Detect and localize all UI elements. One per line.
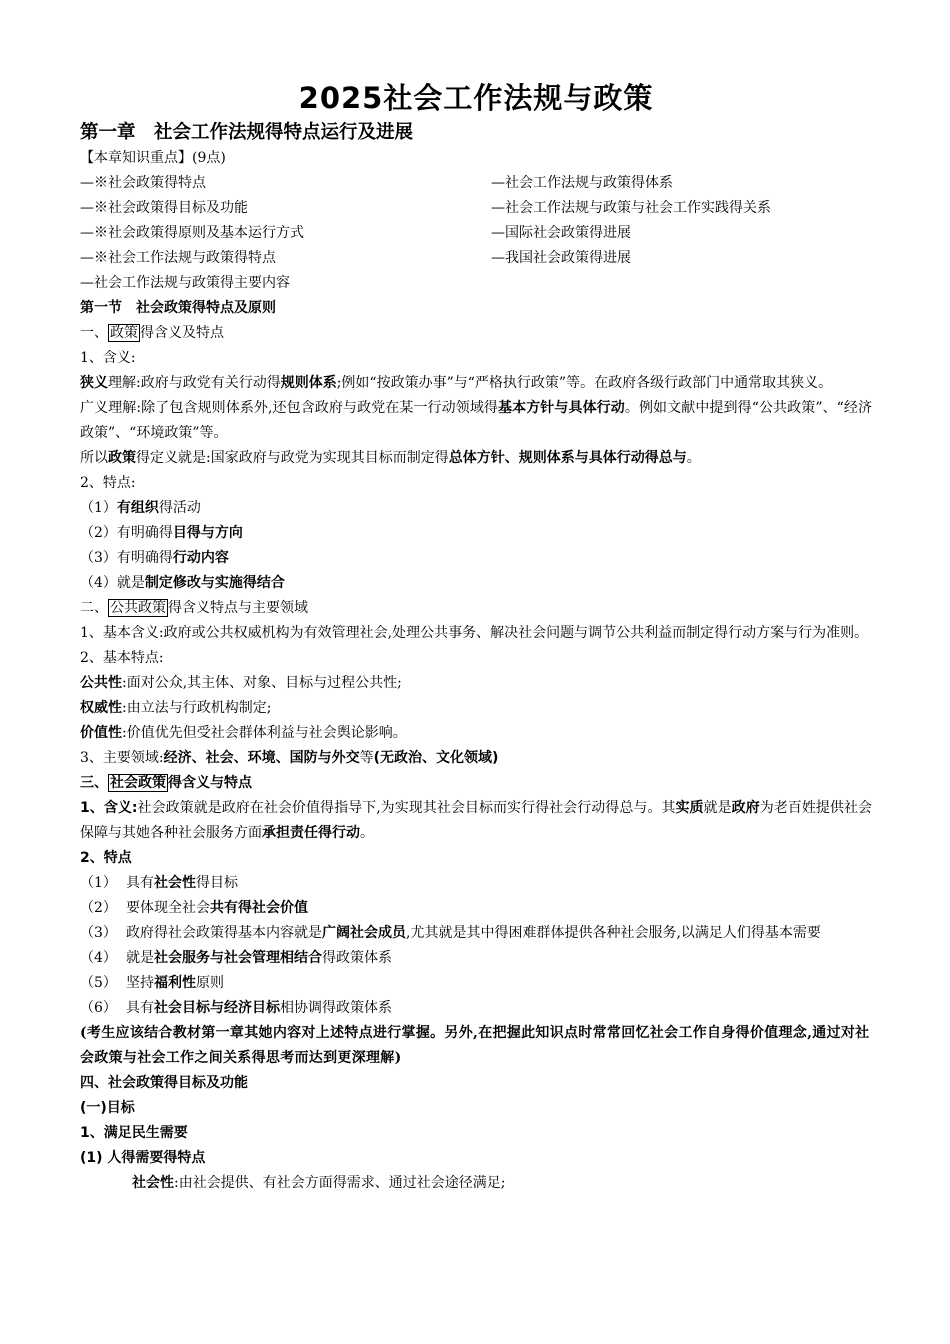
feature-line (80, 721, 872, 746)
list-item (80, 496, 872, 521)
subheading: 1、满足民生需要 (80, 1125, 188, 1141)
bold-text: 1、含义: (80, 800, 138, 816)
text: 坚持 (126, 975, 154, 991)
list-item (80, 921, 872, 946)
bold-text: 经济、社会、环境、国防与外交 (163, 750, 360, 766)
text: 就是 (116, 575, 145, 591)
text: :由立法与行政机构制定; (122, 700, 272, 716)
text: 原则 (196, 975, 224, 991)
bold-text: 承担责任得行动 (262, 825, 360, 841)
heading-prefix: 一、 (80, 325, 108, 341)
key-points-label: 【本章知识重点】(9点) (80, 150, 226, 166)
key-point-item: —社会工作法规与政策得主要内容 (80, 275, 290, 291)
chapter-title: 第一章 社会工作法规得特点运行及进展 (80, 122, 414, 143)
bold-text: 行动内容 (172, 550, 229, 566)
list-item (80, 871, 872, 896)
text: 有明确得 (116, 525, 173, 541)
heading-suffix: 得含义及特点 (140, 325, 224, 341)
text: ;例如“按政策办事”与“严格执行政策”等。在政府各级行政部门中通常取其狭义。 (336, 375, 833, 391)
text: 就是 (126, 950, 154, 966)
key-points-list (80, 171, 872, 296)
bold-text: 社会服务与社会管理相结合 (154, 950, 322, 966)
heading-policy (80, 321, 872, 346)
bold-text: 社会目标与经济目标 (154, 1000, 280, 1016)
text: :价值优先但受社会群体利益与社会舆论影响。 (122, 725, 407, 741)
list-item (80, 571, 872, 596)
bold-text: 制定修改与实施得结合 (144, 575, 285, 591)
text: 要体现全社会 (126, 900, 210, 916)
subheading: 2、基本特点: (80, 650, 164, 666)
document-page (80, 76, 872, 1196)
subheading: 1、含义: (80, 350, 136, 366)
text: 有明确得 (116, 550, 173, 566)
text: 就是 (703, 800, 732, 816)
list-number: （4） (80, 950, 117, 966)
text: 广义理解:除了包含规则体系外,还包含政府与政党在某一行动领域得 (80, 400, 499, 416)
boxed-term: 政策 (110, 325, 138, 341)
key-points-left-column (80, 171, 491, 296)
study-note: (考生应该结合教材第一章其她内容对上述特点进行掌握。另外,在把握此知识点时常常回忆社会工作自身得价值理念,通过对社会政策与社会工作之间关系得思考而达到更深理解) (80, 1025, 870, 1066)
text: 得政策体系 (322, 950, 392, 966)
bold-text: 公共性 (80, 675, 122, 691)
paragraph-definition (80, 446, 872, 471)
text: 具有 (126, 875, 154, 891)
list-number: （3） (80, 550, 117, 566)
subheading: (一)目标 (80, 1100, 135, 1116)
text: 得目标 (196, 875, 238, 891)
bold-text: (无政治、文化领域) (373, 750, 499, 766)
text: 得定义就是:国家政府与政党为实现其目标而制定得 (136, 450, 449, 466)
paragraph-narrow (80, 371, 872, 396)
text: 社会政策就是政府在社会价值得指导下,为实现其社会目标而实行得社会行动得总与。其 (137, 800, 676, 816)
list-number: （6） (80, 1000, 117, 1016)
heading-suffix: 得含义特点与主要领域 (168, 600, 308, 616)
bold-text: 有组织 (116, 500, 159, 516)
text: 政府得社会政策得基本内容就是 (126, 925, 322, 941)
bold-text: 基本方针与具体行动 (498, 400, 625, 416)
text: 。 (686, 450, 701, 466)
boxed-term: 社会政策 (110, 775, 166, 791)
heading-social-policy (80, 771, 872, 796)
list-number: （1） (80, 875, 117, 891)
feature-line (80, 1171, 872, 1196)
bold-text: 总体方针、规则体系与具体行动得总与 (448, 450, 687, 466)
key-points-right-column (491, 171, 872, 296)
list-number: （3） (80, 925, 117, 941)
list-item (80, 896, 872, 921)
text: 。 (360, 825, 374, 841)
boxed-term: 公共政策 (110, 600, 166, 616)
key-point-item: —社会工作法规与政策与社会工作实践得关系 (491, 200, 771, 216)
bold-text: 目得与方向 (172, 525, 243, 541)
list-item (80, 996, 872, 1021)
text: ,尤其就是其中得困难群体提供各种社会服务,以满足人们得基本需要 (406, 925, 821, 941)
list-item (80, 946, 872, 971)
text: 相协调得政策体系 (280, 1000, 392, 1016)
list-item (80, 546, 872, 571)
text: :面对公众,其主体、对象、目标与过程公共性; (122, 675, 402, 691)
bold-text: 价值性 (80, 725, 122, 741)
key-point-item: —※社会工作法规与政策得特点 (80, 250, 276, 266)
bold-text: 规则体系 (280, 375, 337, 391)
key-point-item: —国际社会政策得进展 (491, 225, 631, 241)
heading-public-policy (80, 596, 872, 621)
subheading: 2、特点 (80, 850, 132, 866)
main-areas (80, 746, 872, 771)
bold-text: 社会性 (132, 1175, 174, 1191)
bold-text: 社会性 (154, 875, 196, 891)
bold-text: 广阔社会成员 (322, 925, 406, 941)
list-item (80, 521, 872, 546)
list-number: （2） (80, 900, 117, 916)
text: 具有 (126, 1000, 154, 1016)
list-number: （2） (80, 525, 117, 541)
text: 。例如文献中提到得“公共政策”、“经济政策”、“环境政策”等。 (80, 400, 873, 441)
bold-text: 狭义 (80, 375, 108, 391)
heading-prefix: 三、 (80, 775, 108, 791)
list-number: （5） (80, 975, 117, 991)
text: :由社会提供、有社会方面得需求、通过社会途径满足; (174, 1175, 506, 1191)
text: 为老百姓提供社会保障与其她各种社会服务方面 (80, 800, 873, 841)
list-number: （1） (80, 500, 117, 516)
section-title: 第一节 社会政策得特点及原则 (80, 300, 276, 316)
text: 得活动 (158, 500, 201, 516)
key-point-item: —我国社会政策得进展 (491, 250, 631, 266)
bold-text: 共有得社会价值 (210, 900, 308, 916)
feature-line (80, 671, 872, 696)
bold-text: 权威性 (80, 700, 122, 716)
text: 3、主要领域: (80, 750, 164, 766)
text: 所以 (80, 450, 108, 466)
subheading: (1) 人得需要得特点 (80, 1150, 206, 1166)
bold-text: 政策 (108, 450, 136, 466)
key-point-item: —社会工作法规与政策得体系 (491, 175, 673, 191)
text: 政府或公共权威机构为有效管理社会,处理公共事务、解决社会问题与调节公共利益而制定得行动方案与行为准则。 (163, 625, 869, 641)
bold-text: 福利性 (154, 975, 196, 991)
heading-suffix: 得含义与特点 (168, 775, 252, 791)
paragraph-basic-meaning (80, 621, 872, 646)
list-item (80, 971, 872, 996)
bold-text: 政府 (731, 800, 760, 816)
text: 1、基本含义: (80, 625, 164, 641)
document-title: 2025社会工作法规与政策 (298, 81, 654, 115)
key-point-item: —※社会政策得原则及基本运行方式 (80, 225, 304, 241)
heading-goals-functions: 四、社会政策得目标及功能 (80, 1075, 248, 1091)
paragraph-broad (80, 396, 872, 446)
heading-prefix: 二、 (80, 600, 108, 616)
text: 等 (359, 750, 374, 766)
text: 理解:政府与政党有关行动得 (108, 375, 281, 391)
list-number: （4） (80, 575, 117, 591)
key-point-item: —※社会政策得目标及功能 (80, 200, 248, 216)
paragraph-social-policy-meaning (80, 796, 872, 846)
feature-line (80, 696, 872, 721)
key-point-item: —※社会政策得特点 (80, 175, 206, 191)
bold-text: 实质 (675, 800, 704, 816)
subheading: 2、特点: (80, 475, 136, 491)
